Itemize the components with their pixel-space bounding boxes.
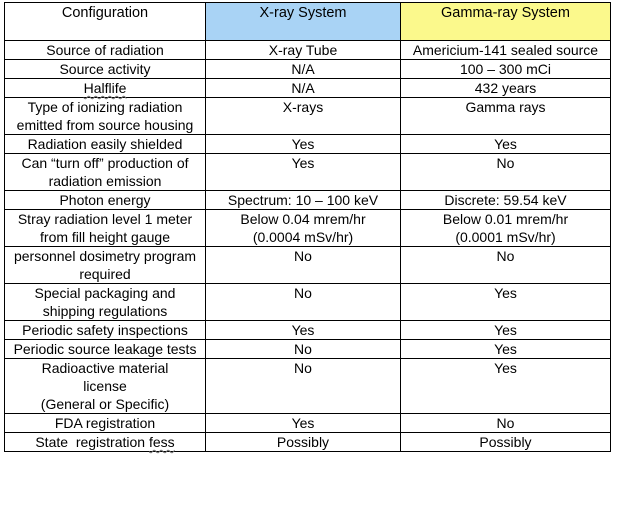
xray-value: No (206, 247, 401, 284)
row-label (5, 359, 206, 414)
gamma-value-line: Below 0.01 mrem/hr (442, 211, 569, 227)
table-row (5, 135, 611, 154)
table-row (5, 247, 611, 284)
row-label: personnel dosimetry program required (5, 247, 206, 284)
gamma-value: No (401, 154, 611, 191)
xray-value: No (206, 284, 401, 321)
table-row (5, 191, 611, 210)
row-label-line: Radioactive material (41, 360, 169, 376)
xray-value (206, 210, 401, 247)
spellcheck-word: fess (148, 434, 175, 450)
table-row (5, 79, 611, 98)
row-label: Radiation easily shielded (5, 135, 206, 154)
row-label: Periodic source leakage tests (5, 340, 206, 359)
table-row (5, 284, 611, 321)
xray-value: Yes (206, 154, 401, 191)
xray-value: Yes (206, 414, 401, 433)
table-row (5, 433, 611, 452)
xray-value: Spectrum: 10 – 100 keV (206, 191, 401, 210)
xray-value: No (206, 359, 401, 414)
row-label-line: license (83, 378, 127, 394)
table-row (5, 154, 611, 191)
gamma-value: No (401, 247, 611, 284)
xray-value: X-ray Tube (206, 41, 401, 60)
xray-value: Yes (206, 321, 401, 340)
gamma-value: Yes (401, 340, 611, 359)
gamma-value: No (401, 414, 611, 433)
gamma-value (401, 210, 611, 247)
table-row (5, 41, 611, 60)
header-xray-system: X-ray System (206, 3, 401, 41)
header-gamma-ray-system: Gamma-ray System (401, 3, 611, 41)
comparison-table (4, 2, 611, 452)
row-label-text: State registration (35, 434, 149, 450)
row-label (5, 433, 206, 452)
gamma-value-line: (0.0001 mSv/hr) (455, 229, 556, 245)
gamma-value: 432 years (401, 79, 611, 98)
gamma-value: Yes (401, 135, 611, 154)
xray-value-line: Below 0.04 mrem/hr (240, 211, 366, 227)
row-label: Photon energy (5, 191, 206, 210)
gamma-value: Yes (401, 321, 611, 340)
xray-value: Possibly (206, 433, 401, 452)
xray-value: N/A (206, 60, 401, 79)
xray-value: Yes (206, 135, 401, 154)
gamma-value: Yes (401, 359, 611, 414)
gamma-value: Possibly (401, 433, 611, 452)
xray-value-line: (0.0004 mSv/hr) (252, 229, 354, 245)
row-label: Source of radiation (5, 41, 206, 60)
table-row (5, 414, 611, 433)
gamma-value: 100 – 300 mCi (401, 60, 611, 79)
row-label (5, 79, 206, 98)
gamma-value: Americium-141 sealed source (401, 41, 611, 60)
header-configuration: Configuration (5, 3, 206, 41)
xray-value: No (206, 340, 401, 359)
xray-value: N/A (206, 79, 401, 98)
row-label-line: (General or Specific) (40, 396, 170, 412)
row-label: Source activity (5, 60, 206, 79)
gamma-value: Discrete: 59.54 keV (401, 191, 611, 210)
row-label: FDA registration (5, 414, 206, 433)
table-row (5, 321, 611, 340)
table-row (5, 359, 611, 414)
row-label: Periodic safety inspections (5, 321, 206, 340)
row-label: Can “turn off” production of radiation emission (5, 154, 206, 191)
header-row (5, 3, 611, 41)
table-row (5, 98, 611, 135)
table-row (5, 210, 611, 247)
row-label: Special packaging and shipping regulations (5, 284, 206, 321)
xray-value: X-rays (206, 98, 401, 135)
gamma-value: Yes (401, 284, 611, 321)
row-label: Stray radiation level 1 meter from fill height gauge (5, 210, 206, 247)
gamma-value: Gamma rays (401, 98, 611, 135)
table-row (5, 340, 611, 359)
row-label: Type of ionizing radiation emitted from source housing (5, 98, 206, 135)
table-row (5, 60, 611, 79)
spellcheck-word: Halflife (83, 80, 127, 96)
